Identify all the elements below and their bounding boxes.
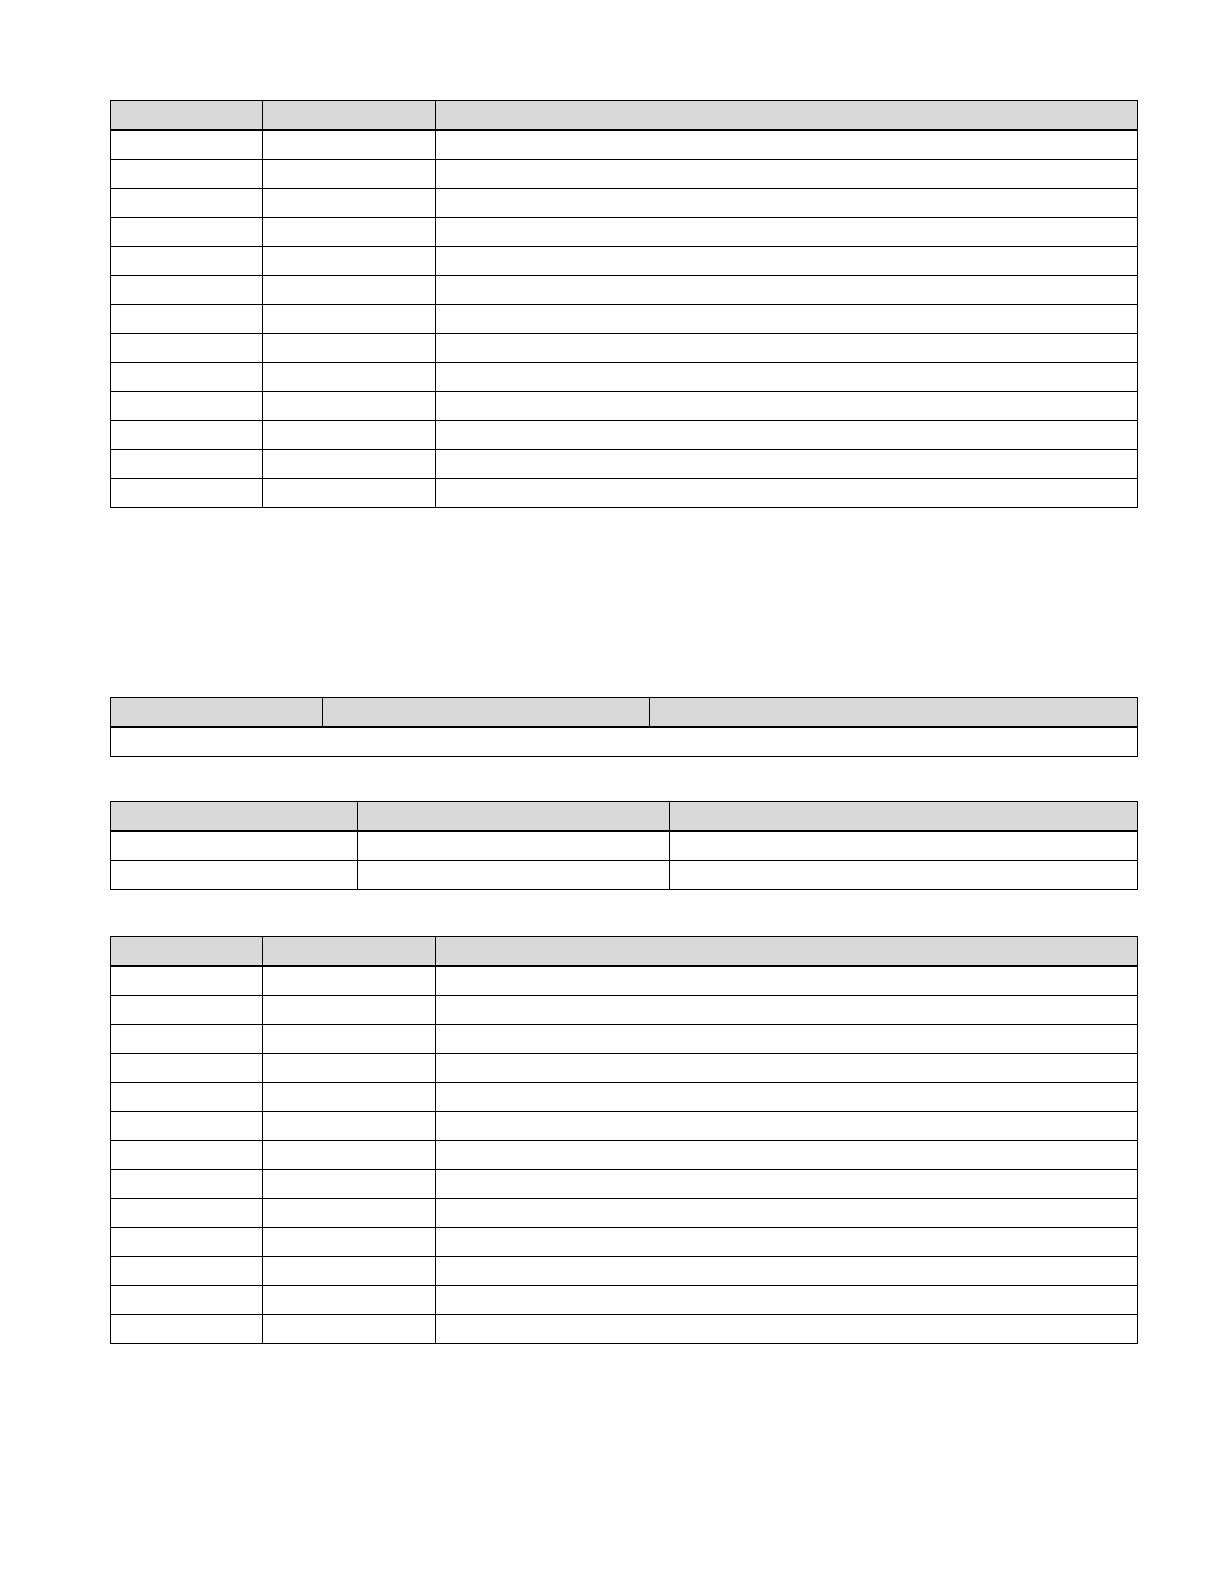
column-header xyxy=(323,698,650,728)
column-header xyxy=(111,698,323,728)
form-table-2 xyxy=(110,697,1138,757)
table-cell xyxy=(263,966,436,996)
column-header xyxy=(111,802,358,832)
table-cell xyxy=(111,1112,263,1141)
table-row xyxy=(111,861,1138,890)
table-cell xyxy=(263,1054,436,1083)
table-row xyxy=(111,160,1138,189)
table-cell xyxy=(111,727,1138,757)
table-row xyxy=(111,1257,1138,1286)
table-cell xyxy=(111,276,263,305)
table-row xyxy=(111,130,1138,160)
column-header xyxy=(650,698,1138,728)
table-cell xyxy=(111,1257,263,1286)
table-cell xyxy=(111,450,263,479)
form-table-1 xyxy=(110,100,1138,508)
table-cell xyxy=(263,160,436,189)
table-row xyxy=(111,1112,1138,1141)
table-cell xyxy=(111,1170,263,1199)
column-header xyxy=(111,937,263,967)
table-row xyxy=(111,1286,1138,1315)
table-cell xyxy=(263,1141,436,1170)
table-cell xyxy=(263,1025,436,1054)
table-row xyxy=(111,1170,1138,1199)
table-cell xyxy=(263,305,436,334)
table-row xyxy=(111,1141,1138,1170)
column-header xyxy=(670,802,1138,832)
table-row xyxy=(111,218,1138,247)
table-cell xyxy=(263,276,436,305)
table-cell xyxy=(111,1199,263,1228)
table-cell xyxy=(436,966,1138,996)
table-cell xyxy=(263,1170,436,1199)
table-cell xyxy=(263,363,436,392)
table-cell xyxy=(436,160,1138,189)
table-row xyxy=(111,276,1138,305)
table-cell xyxy=(670,861,1138,890)
table-cell xyxy=(111,305,263,334)
column-header xyxy=(263,101,436,131)
table-row xyxy=(111,1054,1138,1083)
table-cell xyxy=(111,831,358,861)
table-cell xyxy=(436,363,1138,392)
table-cell xyxy=(111,1286,263,1315)
column-header xyxy=(436,101,1138,131)
table-cell xyxy=(263,218,436,247)
table-cell xyxy=(436,334,1138,363)
column-header xyxy=(358,802,670,832)
table-row xyxy=(111,189,1138,218)
table-row xyxy=(111,831,1138,861)
table-cell xyxy=(111,1228,263,1257)
table-cell xyxy=(263,1286,436,1315)
table-cell xyxy=(263,1228,436,1257)
table-cell xyxy=(263,996,436,1025)
table-cell xyxy=(263,1199,436,1228)
table-row xyxy=(111,334,1138,363)
table-cell xyxy=(436,305,1138,334)
table-row xyxy=(111,450,1138,479)
table-cell xyxy=(436,1141,1138,1170)
table-cell xyxy=(111,218,263,247)
table-cell xyxy=(436,1228,1138,1257)
table-cell xyxy=(263,130,436,160)
table-cell xyxy=(436,479,1138,508)
table-cell xyxy=(263,450,436,479)
table-cell xyxy=(111,392,263,421)
table-header-row xyxy=(111,101,1138,131)
column-header xyxy=(263,937,436,967)
table-row xyxy=(111,1228,1138,1257)
table-cell xyxy=(263,392,436,421)
table-cell xyxy=(111,189,263,218)
table-row xyxy=(111,1025,1138,1054)
table-cell xyxy=(436,218,1138,247)
table-cell xyxy=(263,1112,436,1141)
table-cell xyxy=(436,1083,1138,1112)
column-header xyxy=(436,937,1138,967)
table-row xyxy=(111,247,1138,276)
table-cell xyxy=(436,1286,1138,1315)
table-cell xyxy=(436,421,1138,450)
form-table-3 xyxy=(110,801,1138,890)
table-cell xyxy=(358,861,670,890)
table-cell xyxy=(436,1199,1138,1228)
table-row xyxy=(111,966,1138,996)
table-cell xyxy=(436,392,1138,421)
table-cell xyxy=(111,1315,263,1344)
table-cell xyxy=(111,1141,263,1170)
column-header xyxy=(111,101,263,131)
table-row xyxy=(111,479,1138,508)
table-row xyxy=(111,421,1138,450)
table-row xyxy=(111,363,1138,392)
table-header-row xyxy=(111,698,1138,728)
table-row xyxy=(111,1199,1138,1228)
table-cell xyxy=(111,363,263,392)
table-cell xyxy=(436,1112,1138,1141)
table-cell xyxy=(263,1257,436,1286)
table-cell xyxy=(111,966,263,996)
table-cell xyxy=(263,1315,436,1344)
table-cell xyxy=(111,421,263,450)
table-cell xyxy=(111,160,263,189)
table-cell xyxy=(436,189,1138,218)
table-row xyxy=(111,996,1138,1025)
table-cell xyxy=(436,130,1138,160)
table-cell xyxy=(263,479,436,508)
table-header-row xyxy=(111,802,1138,832)
table-cell xyxy=(436,1054,1138,1083)
table-cell xyxy=(111,1083,263,1112)
table-cell xyxy=(436,247,1138,276)
table-cell xyxy=(111,130,263,160)
table-cell xyxy=(111,996,263,1025)
table-cell xyxy=(358,831,670,861)
table-row xyxy=(111,727,1138,757)
table-cell xyxy=(436,1025,1138,1054)
table-cell xyxy=(263,421,436,450)
form-table-4 xyxy=(110,936,1138,1344)
table-cell xyxy=(111,247,263,276)
table-cell xyxy=(111,334,263,363)
table-cell xyxy=(111,861,358,890)
table-cell xyxy=(436,1257,1138,1286)
table-cell xyxy=(263,1083,436,1112)
table-row xyxy=(111,305,1138,334)
table-cell xyxy=(263,189,436,218)
table-row xyxy=(111,392,1138,421)
table-cell xyxy=(436,1170,1138,1199)
table-cell xyxy=(436,1315,1138,1344)
table-cell xyxy=(436,996,1138,1025)
table-cell xyxy=(111,1054,263,1083)
table-cell xyxy=(263,247,436,276)
table-header-row xyxy=(111,937,1138,967)
table-cell xyxy=(436,450,1138,479)
table-cell xyxy=(111,479,263,508)
table-row xyxy=(111,1315,1138,1344)
table-row xyxy=(111,1083,1138,1112)
table-cell xyxy=(263,334,436,363)
table-cell xyxy=(436,276,1138,305)
table-cell xyxy=(111,1025,263,1054)
table-cell xyxy=(670,831,1138,861)
